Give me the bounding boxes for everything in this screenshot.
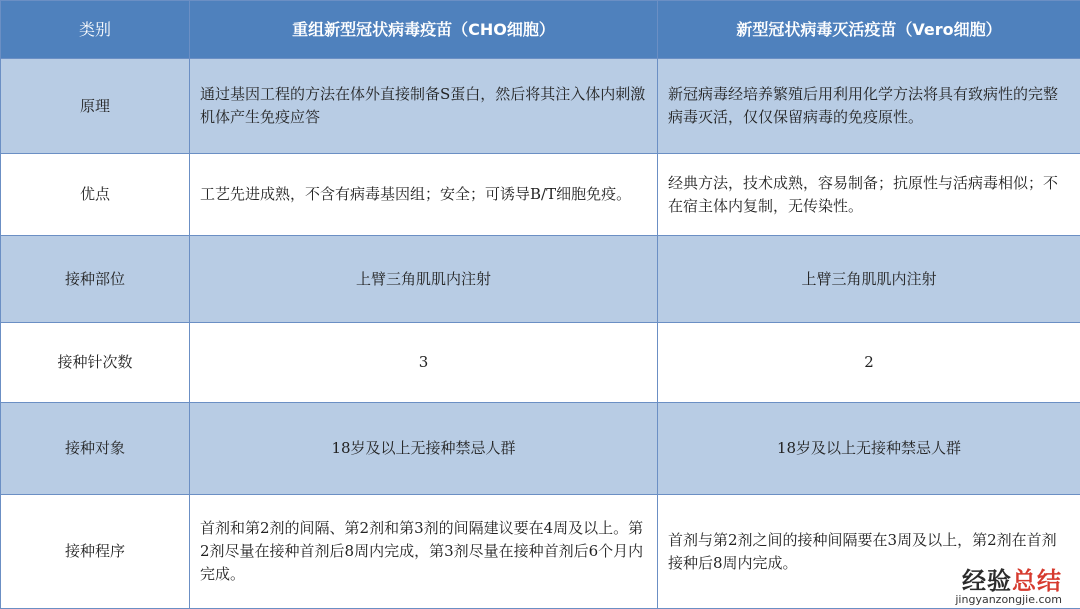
cell-inactivated: 经典方法，技术成熟，容易制备；抗原性与活病毒相似；不在宿主体内复制，无传染性。 [658, 154, 1080, 236]
watermark-part2: 总结 [1012, 567, 1062, 595]
table-row-target-population [1, 403, 1080, 495]
row-label: 接种针次数 [1, 323, 190, 403]
header-recombinant-vaccine: 重组新型冠状病毒疫苗（CHO细胞） [190, 1, 658, 59]
table-row-principle [1, 59, 1080, 154]
cell-recombinant: 上臂三角肌肌内注射 [190, 236, 658, 323]
cell-inactivated: 2 [658, 323, 1080, 403]
cell-recombinant: 18岁及以上无接种禁忌人群 [190, 403, 658, 495]
table-row-advantages [1, 154, 1080, 236]
watermark-url: jingyanzongjie.com [955, 594, 1062, 606]
cell-recombinant: 通过基因工程的方法在体外直接制备S蛋白，然后将其注入体内刺激机体产生免疫应答 [190, 59, 658, 154]
header-row [1, 1, 1080, 59]
table-row-schedule [1, 495, 1080, 609]
row-label: 接种程序 [1, 495, 190, 609]
row-label: 接种部位 [1, 236, 190, 323]
cell-recombinant: 首剂和第2剂的间隔、第2剂和第3剂的间隔建议要在4周及以上。第2剂尽量在接种首剂后8周内完成，第3剂尽量在接种首剂后6个月内完成。 [190, 495, 658, 609]
row-label: 原理 [1, 59, 190, 154]
cell-recombinant: 3 [190, 323, 658, 403]
cell-inactivated: 新冠病毒经培养繁殖后用利用化学方法将具有致病性的完整病毒灭活，仅仅保留病毒的免疫原性。 [658, 59, 1080, 154]
watermark-part1: 经验 [962, 567, 1012, 595]
table-row-injection-site [1, 236, 1080, 323]
cell-inactivated: 上臂三角肌肌内注射 [658, 236, 1080, 323]
cell-recombinant: 工艺先进成熟，不含有病毒基因组；安全；可诱导B/T细胞免疫。 [190, 154, 658, 236]
table-row-dose-count [1, 323, 1080, 403]
header-category: 类别 [1, 1, 190, 59]
header-inactivated-vaccine: 新型冠状病毒灭活疫苗（Vero细胞） [658, 1, 1080, 59]
row-label: 接种对象 [1, 403, 190, 495]
cell-inactivated: 首剂与第2剂之间的接种间隔要在3周及以上，第2剂在首剂接种后8周内完成。 [658, 495, 1080, 609]
row-label: 优点 [1, 154, 190, 236]
cell-inactivated: 18岁及以上无接种禁忌人群 [658, 403, 1080, 495]
